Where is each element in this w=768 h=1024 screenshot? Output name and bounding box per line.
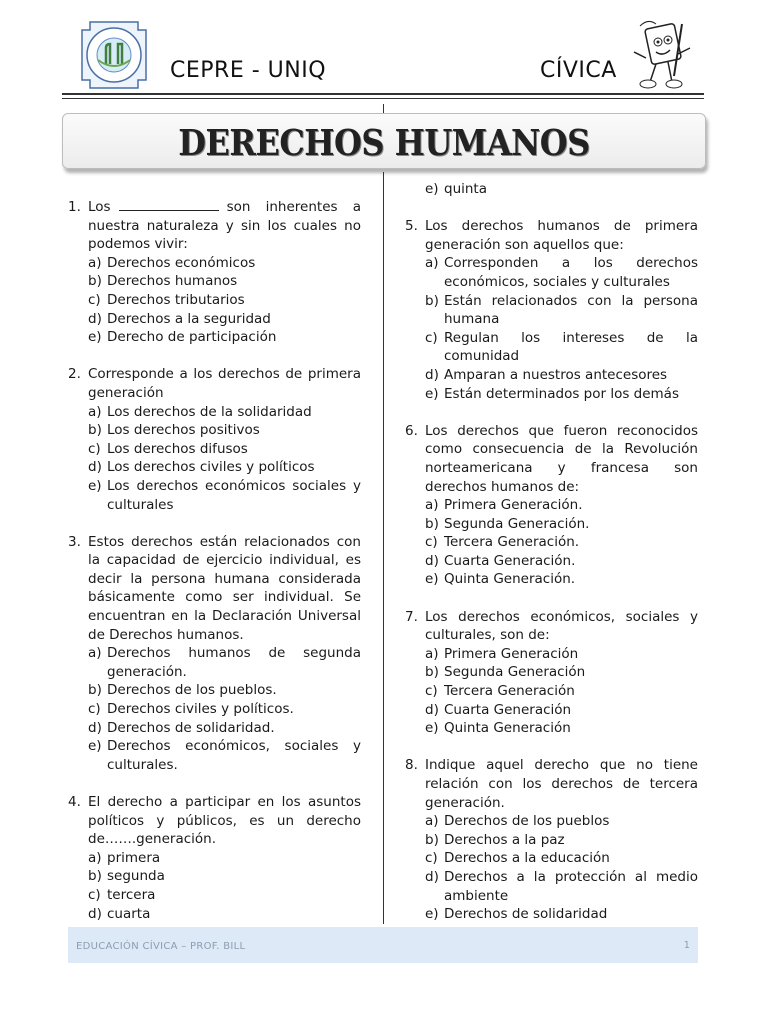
- option-letter: a): [88, 849, 102, 866]
- header-rule-thin: [62, 98, 704, 99]
- option: [405, 515, 698, 534]
- option-letter: e): [425, 571, 439, 588]
- option-text: tercera: [107, 886, 156, 903]
- option-letter: d): [425, 552, 439, 569]
- question-text: El derecho a participar en los asuntos políticos y públicos, es un derecho de…….generación.: [88, 794, 361, 848]
- option-letter: c): [88, 701, 101, 718]
- option-letter: e): [88, 329, 102, 346]
- option: [68, 254, 361, 273]
- option-text: Los derechos civiles y políticos: [107, 459, 315, 476]
- option-text: cuarta: [107, 905, 151, 922]
- option-letter: c): [88, 291, 101, 308]
- option-letter: c): [425, 683, 438, 700]
- option-letter: c): [425, 534, 438, 551]
- option: [68, 719, 361, 738]
- title-banner: [62, 113, 706, 169]
- option-text: segunda: [107, 868, 165, 885]
- question-1: [68, 198, 361, 347]
- question-row: [405, 422, 698, 496]
- option-text: Quinta Generación.: [444, 571, 576, 588]
- option: [68, 886, 361, 905]
- option-text: Derechos humanos: [107, 273, 238, 290]
- question-number: 3.: [68, 533, 81, 550]
- option: [68, 681, 361, 700]
- option-text: Derechos humanos de segunda generación.: [107, 645, 361, 680]
- footer-bar: [68, 927, 698, 963]
- option-letter: b): [88, 422, 102, 439]
- banner-title: DERECHOS HUMANOS: [178, 122, 590, 164]
- option: [68, 440, 361, 459]
- question-number: 4.: [68, 794, 81, 810]
- question-text: Indique aquel derecho que no tiene relación con los derechos de tercera generación.: [425, 757, 698, 811]
- option-letter: b): [88, 868, 102, 885]
- option: [405, 812, 698, 831]
- option: [405, 645, 698, 664]
- option-text: Los derechos económicos sociales y culturales: [107, 477, 361, 513]
- question-number: 2.: [68, 366, 81, 383]
- option-text: Segunda Generación: [444, 664, 586, 681]
- option-text: Derecho de participación: [107, 329, 277, 346]
- option-letter: b): [425, 664, 439, 681]
- option-text: Los derechos difusos: [107, 440, 248, 457]
- option: [405, 570, 698, 589]
- option: [68, 272, 361, 291]
- option-letter: d): [88, 905, 102, 922]
- option: [405, 385, 698, 404]
- question-row: [68, 793, 361, 849]
- option-text: Primera Generación: [444, 645, 579, 662]
- option: [405, 831, 698, 850]
- answer-blank: [119, 199, 219, 211]
- option-letter: d): [88, 310, 102, 327]
- option-text: Derechos civiles y políticos.: [107, 701, 294, 718]
- option-text: Derechos tributarios: [107, 291, 245, 308]
- question-row: [68, 198, 361, 254]
- option: [405, 663, 698, 682]
- option-text: Segunda Generación.: [444, 515, 590, 532]
- option: [68, 403, 361, 422]
- option-letter: e): [88, 738, 102, 755]
- option-letter: c): [425, 850, 438, 867]
- option-text: Derechos a la educación: [444, 850, 610, 867]
- header-right-title: CÍVICA: [540, 58, 617, 83]
- option: [405, 180, 698, 199]
- question-number: 1.: [68, 199, 81, 215]
- question-text: [88, 198, 361, 254]
- option-text: primera: [107, 849, 161, 866]
- option-text: Los derechos positivos: [107, 422, 260, 439]
- question-text: Corresponde a los derechos de primera generación: [88, 366, 361, 401]
- option-letter: d): [88, 459, 102, 476]
- option-letter: d): [425, 366, 439, 383]
- option: [405, 329, 698, 366]
- question-text: Los derechos que fueron reconocidos como consecuencia de la Revolución norteamericana y francesa son derechos humanos de:: [425, 422, 698, 495]
- university-logo: [68, 18, 160, 92]
- option-letter: d): [425, 701, 439, 718]
- option-letter: a): [425, 813, 439, 830]
- option-letter: d): [88, 719, 102, 736]
- question-4-continuation: [405, 180, 698, 199]
- right-column: [405, 180, 698, 942]
- option-text: Derechos a la paz: [444, 831, 565, 848]
- question-3: [68, 533, 361, 775]
- header-left-title: CEPRE - UNIQ: [170, 58, 327, 83]
- question-text: Los derechos humanos de primera generación son aquellos que:: [425, 218, 698, 253]
- cartoon-mascot-image: [626, 18, 704, 92]
- option-text: Están determinados por los demás: [444, 385, 679, 402]
- option-letter: e): [425, 385, 439, 402]
- option-letter: e): [88, 477, 102, 494]
- option-text: Cuarta Generación.: [444, 552, 576, 569]
- option: [405, 366, 698, 385]
- question-text-after: son inherentes a nuestra naturaleza y sin los cuales no podemos vivir:: [88, 199, 361, 253]
- option-letter: b): [425, 515, 439, 532]
- option-letter: e): [425, 720, 439, 737]
- option: [68, 328, 361, 347]
- question-7: [405, 608, 698, 738]
- option-text: Derechos económicos: [107, 254, 256, 271]
- question-text: Estos derechos están relacionados con la capacidad de ejercicio individual, es decir la persona humana considerada básicamente como ser individual. Se encuentran en la Declaración Universal de Derechos humanos.: [88, 533, 361, 643]
- option-letter: a): [88, 645, 102, 662]
- option: [405, 292, 698, 329]
- option: [405, 682, 698, 701]
- question-6: [405, 422, 698, 589]
- question-number: 8.: [405, 757, 418, 774]
- option-letter: c): [88, 440, 101, 457]
- option: [68, 644, 361, 681]
- option-text: Corresponden a los derechos económicos, sociales y culturales: [444, 255, 698, 290]
- option-letter: a): [88, 254, 102, 271]
- page-number: 1: [683, 940, 690, 951]
- footer-text: EDUCACIÓN CÍVICA – PROF. BILL: [76, 941, 246, 952]
- option-letter: b): [425, 292, 439, 309]
- option-letter: a): [425, 497, 439, 514]
- option-text: Están relacionados con la persona humana: [444, 292, 698, 328]
- option-text: Regulan los intereses de la comunidad: [444, 329, 698, 365]
- question-number: 5.: [405, 218, 418, 235]
- option-text: Quinta Generación: [444, 720, 571, 737]
- option-text: Derechos económicos, sociales y culturales.: [107, 738, 361, 773]
- question-row: [405, 756, 698, 812]
- question-4: [68, 793, 361, 923]
- question-2: [68, 365, 361, 514]
- option-letter: b): [425, 831, 439, 848]
- option-letter: a): [88, 403, 102, 420]
- option-text: Tercera Generación: [444, 683, 575, 700]
- option: [405, 533, 698, 552]
- option: [68, 867, 361, 886]
- option: [405, 719, 698, 738]
- option: [405, 905, 698, 924]
- option-text: Amparan a nuestros antecesores: [444, 366, 668, 383]
- option: [405, 849, 698, 868]
- question-8: [405, 756, 698, 923]
- column-divider: [383, 172, 384, 924]
- option: [405, 552, 698, 571]
- option: [68, 477, 361, 514]
- header-rule: [62, 93, 704, 95]
- option-letter: c): [88, 886, 101, 903]
- option-letter: b): [88, 273, 102, 290]
- option-letter: a): [425, 255, 439, 272]
- option-text: Derechos de solidaridad.: [107, 719, 275, 736]
- option-text: quinta: [444, 181, 487, 197]
- question-5: [405, 217, 698, 403]
- option-text: Los derechos de la solidaridad: [107, 403, 312, 420]
- option-letter: c): [425, 329, 438, 346]
- question-text: Los derechos económicos, sociales y culturales, son de:: [425, 608, 698, 644]
- left-column: [68, 198, 361, 942]
- option: [68, 905, 361, 924]
- option-text: Derechos de los pueblos.: [107, 682, 277, 699]
- option-text: Cuarta Generación: [444, 701, 572, 718]
- option: [405, 868, 698, 905]
- option-text: Primera Generación.: [444, 497, 583, 514]
- option: [405, 496, 698, 515]
- option: [68, 458, 361, 477]
- option: [68, 291, 361, 310]
- option: [405, 701, 698, 720]
- question-row: [68, 533, 361, 645]
- option-text: Derechos a la protección al medio ambiente: [444, 868, 698, 904]
- option-text: Derechos de solidaridad: [444, 906, 608, 923]
- option: [68, 310, 361, 329]
- option: [68, 421, 361, 440]
- option-letter: d): [425, 868, 439, 885]
- option: [405, 254, 698, 291]
- question-row: [405, 217, 698, 254]
- option-text: Tercera Generación.: [444, 534, 580, 551]
- question-text-before: Los: [88, 199, 111, 215]
- option: [68, 700, 361, 719]
- option-text: Derechos a la seguridad: [107, 310, 271, 327]
- option-letter: e): [425, 181, 439, 197]
- question-row: [405, 608, 698, 645]
- option-letter: a): [425, 645, 439, 662]
- option: [68, 737, 361, 774]
- question-number: 6.: [405, 422, 418, 439]
- option-text: Derechos de los pueblos: [444, 813, 610, 830]
- option-letter: b): [88, 682, 102, 699]
- option: [68, 849, 361, 868]
- question-row: [68, 365, 361, 402]
- question-number: 7.: [405, 608, 418, 625]
- option-letter: e): [425, 906, 439, 923]
